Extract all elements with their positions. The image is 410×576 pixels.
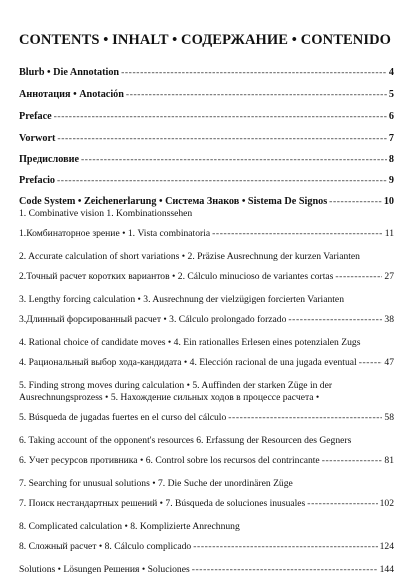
- entry-page: 4: [388, 67, 394, 78]
- toc-entry-prefacio: [19, 175, 394, 187]
- leader-dots: [121, 67, 387, 79]
- toc-entry-chapter-1: [19, 228, 394, 240]
- entry-title: 4. Рациональный выбор хода-кандидата • 4. Elección racional de una jugada eventual: [19, 357, 357, 368]
- entry-title: Аннотация • Anotación: [19, 89, 124, 100]
- toc-entry-chapter-8: [19, 541, 394, 553]
- entry-page: 47: [384, 357, 394, 368]
- toc-entry-code-system: [19, 196, 394, 208]
- leader-dots: [329, 196, 382, 208]
- leader-dots: [228, 412, 382, 424]
- entry-page: 81: [384, 455, 394, 466]
- entry-page: 102: [379, 498, 394, 509]
- toc-entry-annotation: [19, 89, 394, 101]
- entry-page: 27: [384, 271, 394, 282]
- leader-dots: [57, 175, 387, 187]
- chapter-6-title: 6. Taking account of the opponent's resources 6. Erfassung der Resourcen des Gegners: [19, 435, 352, 446]
- toc-entry-chapter-5: [19, 412, 394, 424]
- entry-page: 6: [388, 111, 394, 122]
- entry-page: 9: [388, 175, 394, 186]
- toc-entry-chapter-6: [19, 455, 394, 467]
- toc-entry-vorwort: [19, 133, 394, 145]
- entry-page: 10: [383, 196, 394, 207]
- chapter-4-title: 4. Rational choice of candidate moves • 4. Ein rationalles Erlesen eines potenzialen Zugs: [19, 337, 361, 348]
- entry-page: 8: [388, 154, 394, 165]
- leader-dots: [193, 541, 377, 553]
- entry-page: 11: [384, 228, 394, 239]
- entry-title: Preface: [19, 111, 52, 122]
- entry-title: 3.Длинный форсированный расчет • 3. Cálculo prolongado forzado: [19, 314, 287, 325]
- chapter-5-title: 5. Finding strong moves during calculation • 5. Auffinden der starken Züge in der: [19, 380, 333, 391]
- toc-entry-chapter-4: [19, 357, 394, 369]
- leader-dots: [359, 357, 383, 369]
- entry-title: 2.Точный расчет коротких вариантов • 2. Cálculo minucioso de variantes cortas: [19, 271, 334, 282]
- entry-title: 5. Búsqueda de jugadas fuertes en el curso del cálculo: [19, 412, 227, 423]
- page-title: CONTENTS • INHALT • СОДЕРЖАНИЕ • CONTENIDO: [18, 32, 392, 48]
- toc-list: [19, 62, 394, 576]
- chapter-8-title: 8. Complicated calculation • 8. Komplizierte Anrechnung: [19, 521, 240, 532]
- leader-dots: [288, 314, 382, 326]
- toc-entry-chapter-3: [19, 314, 394, 326]
- entry-title: Blurb • Die Annotation: [19, 67, 120, 78]
- leader-dots: [54, 111, 387, 123]
- leader-dots: [192, 564, 378, 576]
- chapter-5-title-cont: Ausrechnungsprozess • 5. Нахождение сильных ходов в процессе расчета •: [19, 392, 320, 403]
- chapter-7-title: 7. Searching for unusual solutions • 7. Die Suche der unordinären Züge: [19, 478, 293, 489]
- leader-dots: [335, 271, 382, 283]
- entry-title: 7. Поиск нестандартных решений • 7. Búsqueda de soluciones inusuales: [19, 498, 306, 509]
- toc-entry-predislovie: [19, 154, 394, 166]
- chapter-3-title: 3. Lengthy forcing calculation • 3. Ausrechnung der vielzügigen forcierten Varianten: [19, 294, 344, 305]
- leader-dots: [322, 455, 383, 467]
- entry-page: 58: [384, 412, 394, 423]
- toc-entry-blurb: [19, 67, 394, 79]
- entry-page: 144: [379, 564, 394, 575]
- entry-title: 6. Учет ресурсов противника • 6. Control sobre los recursos del contrincante: [19, 455, 320, 466]
- entry-title: Solutions • Lösungen Решения • Soluciones: [19, 564, 190, 575]
- chapter-1-title: 1. Combinative vision 1. Kombinationssehen: [19, 208, 193, 219]
- entry-title: 8. Сложный расчет • 8. Cálculo complicado: [19, 541, 192, 552]
- toc-entry-chapter-7: [19, 498, 394, 510]
- entry-title: Vorwort: [19, 133, 56, 144]
- toc-entry-solutions: [19, 564, 394, 576]
- leader-dots: [212, 228, 383, 240]
- entry-page: 38: [384, 314, 394, 325]
- leader-dots: [57, 133, 387, 145]
- leader-dots: [126, 89, 387, 101]
- toc-entry-chapter-2: [19, 271, 394, 283]
- leader-dots: [307, 498, 377, 510]
- entry-page: 124: [379, 541, 394, 552]
- leader-dots: [81, 154, 387, 166]
- chapter-2-title: 2. Accurate calculation of short variations • 2. Präzise Ausrechnung der kurzen Varianten: [19, 251, 360, 262]
- entry-title: Prefacio: [19, 175, 56, 186]
- entry-page: 7: [388, 133, 394, 144]
- toc-entry-preface: [19, 111, 394, 123]
- entry-page: 5: [388, 89, 394, 100]
- entry-title: 1.Комбинаторное зрение • 1. Vista combinatoria: [19, 228, 211, 239]
- entry-title: Code System • Zeichenerlarung • Система Знаков • Sistema De Signos: [19, 196, 328, 207]
- entry-title: Предисловие: [19, 154, 79, 165]
